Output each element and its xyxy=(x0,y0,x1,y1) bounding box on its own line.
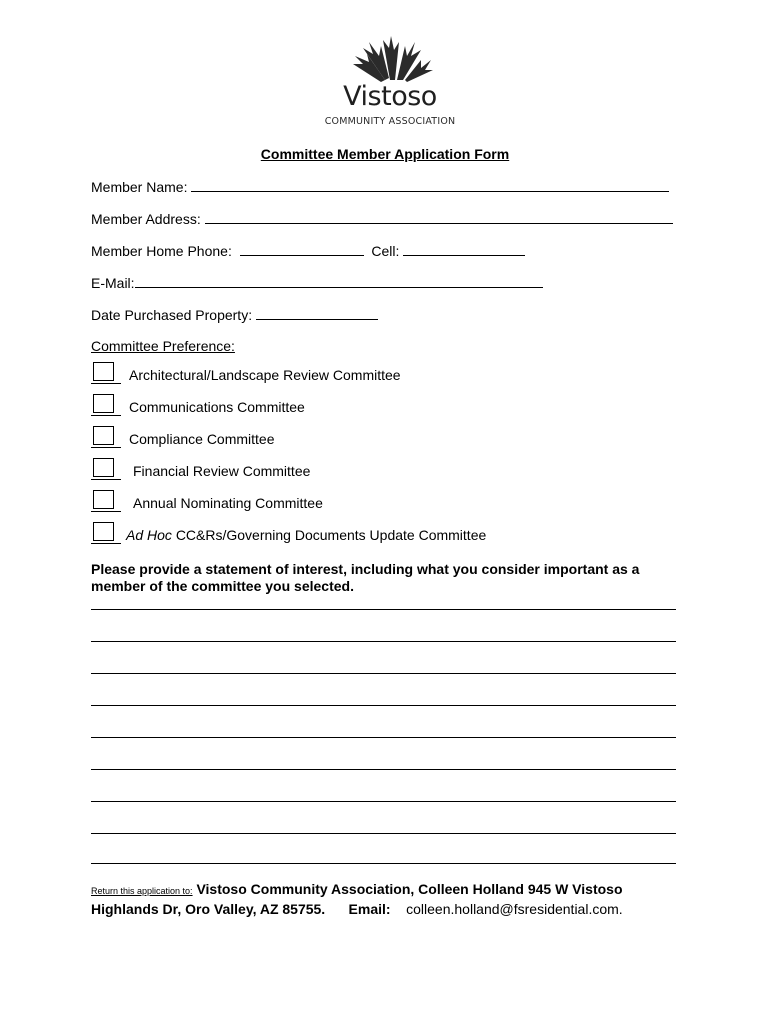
member-address-label: Member Address: xyxy=(91,211,201,227)
member-name-field[interactable] xyxy=(191,178,669,192)
statement-line[interactable] xyxy=(91,608,676,610)
checkbox-architectural[interactable] xyxy=(93,362,114,381)
date-purchased-label: Date Purchased Property: xyxy=(91,307,253,323)
committee-preference-label: Committee Preference: xyxy=(91,338,235,354)
checkbox-underline xyxy=(91,447,121,448)
statement-line[interactable] xyxy=(91,672,676,674)
date-purchased-row xyxy=(91,306,378,323)
committee-option-financial xyxy=(91,458,691,482)
sunburst-logo-icon xyxy=(345,34,435,84)
committee-option-adhoc xyxy=(91,522,691,546)
statement-line[interactable] xyxy=(91,862,676,864)
return-instructions xyxy=(91,880,691,918)
cell-field[interactable] xyxy=(403,242,525,256)
statement-line[interactable] xyxy=(91,704,676,706)
member-name-label: Member Name: xyxy=(91,179,188,195)
checkbox-underline xyxy=(91,415,121,416)
return-address: Vistoso Community Association, Colleen Holland 945 W Vistoso Highlands Dr, Oro Valley, AZ 85755. xyxy=(91,881,623,917)
checkbox-adhoc[interactable] xyxy=(93,522,114,541)
committee-label-italic: Ad Hoc xyxy=(126,527,172,543)
form-title: Committee Member Application Form xyxy=(260,146,510,162)
checkbox-compliance[interactable] xyxy=(93,426,114,445)
member-address-field[interactable] xyxy=(205,210,673,224)
committee-option-compliance xyxy=(91,426,691,450)
statement-line[interactable] xyxy=(91,736,676,738)
committee-label: Financial Review Committee xyxy=(133,463,311,479)
date-purchased-field[interactable] xyxy=(256,306,378,320)
statement-line[interactable] xyxy=(91,640,676,642)
committee-label: Communications Committee xyxy=(129,399,305,415)
checkbox-nominating[interactable] xyxy=(93,490,114,509)
statement-line[interactable] xyxy=(91,800,676,802)
home-phone-label: Member Home Phone: xyxy=(91,243,232,259)
logo-subtitle: COMMUNITY ASSOCIATION xyxy=(324,116,456,127)
checkbox-underline xyxy=(91,383,121,384)
checkbox-underline xyxy=(91,543,121,544)
checkbox-underline xyxy=(91,511,121,512)
committee-label xyxy=(126,527,486,543)
statement-prompt: Please provide a statement of interest, including what you consider important as a member of the committee you selected. xyxy=(91,561,640,594)
footer-email[interactable]: colleen.holland@fsresidential.com. xyxy=(406,901,623,917)
member-address-row xyxy=(91,210,673,227)
phone-row xyxy=(91,242,525,259)
committee-option-nominating xyxy=(91,490,691,514)
logo-wordmark: Vistoso xyxy=(343,81,437,112)
checkbox-underline xyxy=(91,479,121,480)
checkbox-communications[interactable] xyxy=(93,394,114,413)
member-name-row xyxy=(91,178,669,195)
committee-option-architectural xyxy=(91,362,691,386)
committee-label: Annual Nominating Committee xyxy=(133,495,323,511)
committee-label: Architectural/Landscape Review Committee xyxy=(129,367,401,383)
logo xyxy=(300,34,480,134)
statement-line[interactable] xyxy=(91,768,676,770)
committee-label-text: CC&Rs/Governing Documents Update Committee xyxy=(175,527,487,543)
footer-email-label: Email: xyxy=(348,901,391,917)
cell-label: Cell: xyxy=(371,243,400,259)
committee-label: Compliance Committee xyxy=(129,431,275,447)
statement-line[interactable] xyxy=(91,832,676,834)
committee-option-communications xyxy=(91,394,691,418)
return-label: Return this application to: xyxy=(91,886,193,896)
email-field[interactable] xyxy=(135,274,543,288)
email-row xyxy=(91,274,543,291)
email-label: E-Mail: xyxy=(91,275,135,291)
checkbox-financial[interactable] xyxy=(93,458,114,477)
home-phone-field[interactable] xyxy=(240,242,364,256)
